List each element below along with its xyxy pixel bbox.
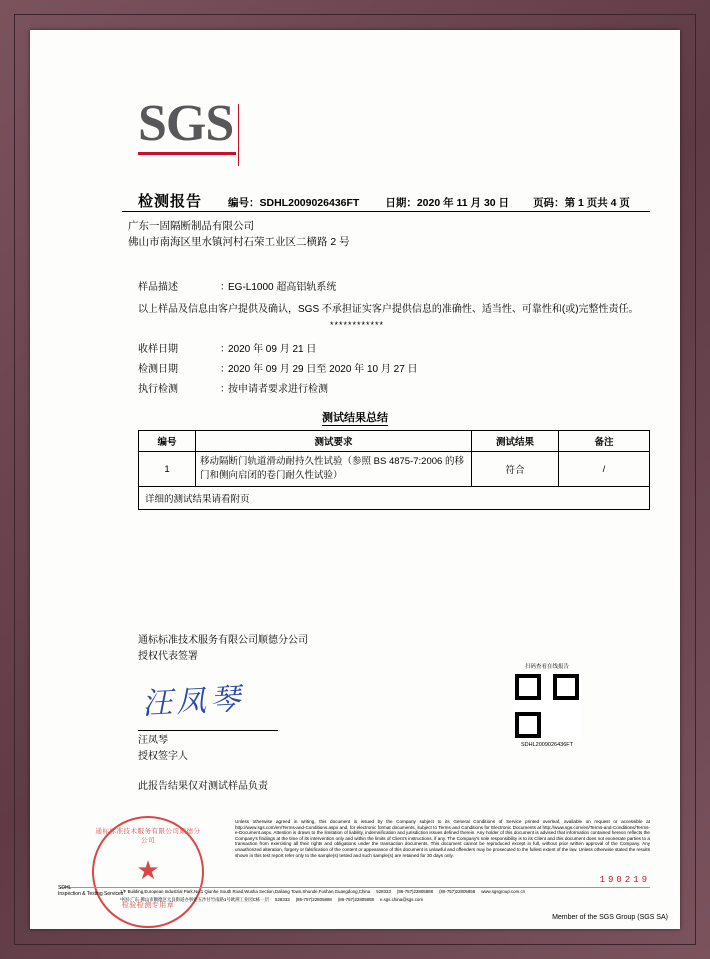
signature-block (138, 633, 308, 665)
footer-fax: (86-757)22805858 (439, 889, 476, 894)
field-colon: ： (220, 344, 230, 355)
footer-divider (60, 887, 650, 888)
field-test-method (138, 380, 328, 395)
field-receive-date (138, 340, 316, 355)
handwritten-signature: 汪凤琴 (141, 682, 245, 721)
cell-remark: / (559, 452, 650, 487)
footer-fax: (86-757)22805858 (337, 897, 374, 902)
qr-caption: SDHL2009026436FT (521, 742, 573, 748)
field-colon: ： (220, 384, 230, 395)
signatory-role: 授权签字人 (138, 751, 188, 762)
col-requirement: 测试要求 (196, 431, 472, 452)
stamp-bottom-text: 检验检测专用章 (121, 902, 175, 909)
footer-postcode: 528333 (275, 897, 290, 902)
report-page (30, 30, 680, 929)
qr-label: 扫码查看在线报告 (524, 664, 569, 670)
sample-disclaimer: 以上样品及信息由客户提供及确认，SGS 不承担证实客户提供信息的准确性、适当性、可靠性和(或)完整性责任。 (138, 304, 639, 315)
footer-web: www.sgsgroup.com.cn (481, 889, 526, 894)
report-number: 编号：SDHL2009026436FT (228, 197, 360, 209)
legal-text: Unless otherwise agreed in writing, this document is issued by the Company subject to its General Conditions of Service printed overleaf, available on request or accessible at http://www.sgs.com/en/Terms-and-Conditions.aspx and, for electronic format documents, subject to Terms and Conditions for Electronic Documents at http://www.sgs.com/en/Terms-and-Conditions/Terms-e-Document.aspx. Attention is drawn to the limitation of liability, indemnification and jurisdiction issues defined therein. Any holder of this document is advised that information contained hereon reflects the Company's findings at the time of its intervention only and within the limits of Client's instructions, if any. The Company's sole responsibility is to its Client and this document does not exonerate parties to a transaction from exercising all their rights and obligations under the transaction documents. This document cannot be reproduced except in full, without prior written approval of the Company. Any unauthorized alteration, forgery or falsification of the content or appearance of this document is unlawful and offenders may be prosecuted to the fullest extent of the law. Unless otherwise stated the results shown in this test report refer only to the sample(s) tested and such sample(s) are retained for 30 days only. (235, 819, 650, 858)
qr-block (510, 662, 584, 748)
issuing-org: 通标标准技术服务有限公司顺德分公司 (138, 635, 308, 646)
signatory-name: 汪凤琴 (138, 735, 168, 746)
stamp-top-text: 通标标准技术服务有限公司顺德分公司 (95, 828, 201, 844)
authorized-rep-label: 授权代表签署 (138, 651, 198, 662)
footer-address (60, 889, 650, 903)
footer-brand-name: SDHL (58, 885, 72, 891)
sgs-logo (138, 95, 236, 155)
report-page-number: 页码：第 1 页共 4 页 (533, 197, 630, 209)
report-header (138, 190, 648, 211)
page-title: 检测报告 (138, 194, 203, 210)
results-table (138, 430, 650, 510)
star-icon: ★ (136, 854, 160, 885)
legal-serial-number: 190219 (599, 875, 650, 885)
cell-requirement: 移动隔断门轨道滑动耐持久性试验（参照 BS 4875-7:2006 的移门和侧向启闭的卷门耐久性试验） (196, 452, 472, 487)
field-value: 按申请者要求进行检测 (228, 384, 328, 395)
field-label: 执行检测 (138, 384, 178, 395)
footer-line (60, 897, 650, 903)
col-remark: 备注 (559, 431, 650, 452)
sgs-logo-text: SGS (138, 95, 234, 152)
field-value: 2020 年 09 月 29 日至 2020 年 10 月 27 日 (228, 364, 418, 375)
table-row (139, 452, 650, 487)
cell-no: 1 (139, 452, 196, 487)
footer-tel: (86-757)22805888 (295, 897, 332, 902)
signature-line (138, 730, 278, 731)
field-value: 2020 年 09 月 21 日 (228, 344, 317, 355)
client-name: 广东一固隔断制品有限公司 (128, 220, 254, 232)
cell-result: 符合 (472, 452, 559, 487)
footer-address-cn: 中国·广东·佛山市顺德区大良街道办事处五沙甘竹南路1号欧洲工业园C栋一层 (120, 897, 270, 902)
field-colon: ： (220, 282, 230, 293)
client-address: 佛山市南海区里水镇河村石荣工业区二横路 2 号 (128, 236, 350, 248)
report-date: 日期：2020 年 11 月 30 日 (385, 197, 510, 209)
official-stamp (92, 816, 204, 928)
footer-email: e.sgs.china@sgs.com (379, 897, 423, 902)
footer-member-note: Member of the SGS Group (SGS SA) (552, 914, 668, 921)
field-value: EG-L1000 超高铝轨系统 (228, 282, 337, 293)
field-label: 收样日期 (138, 344, 178, 355)
footer-line (60, 889, 650, 895)
footer-brand-sub: Inspection & Testing Services (58, 891, 124, 897)
table-header-row (139, 431, 650, 452)
table-footnote-row (139, 487, 650, 510)
cell-footnote: 详细的测试结果请看附页 (139, 487, 650, 510)
responsibility-note: 此报告结果仅对测试样品负责 (138, 781, 268, 792)
field-sample-description (138, 278, 336, 293)
footer-address-cn: 1/F Building,European Industrial Park,No.1 Qiunhe South Road,Wusha Section,Daliang Town,Shunde,Foshan,Guangdong,China (120, 889, 371, 894)
footer-tel: (86-757)22805888 (396, 889, 434, 894)
summary-title: 测试结果总结 (322, 412, 388, 424)
col-no: 编号 (139, 431, 196, 452)
field-label: 检测日期 (138, 364, 178, 375)
separator-stars: ************ (330, 320, 385, 330)
footer-postcode: 528333 (376, 889, 391, 894)
field-test-date (138, 360, 418, 375)
client-block (128, 218, 350, 250)
sgs-logo-divider (238, 104, 239, 166)
field-label: 样品描述 (138, 282, 178, 293)
sgs-logo-bar (138, 152, 236, 155)
field-colon: ： (220, 364, 230, 375)
qr-code-icon[interactable] (513, 672, 581, 740)
col-result: 测试结果 (472, 431, 559, 452)
header-divider (122, 211, 650, 212)
signatory-block (138, 733, 188, 765)
